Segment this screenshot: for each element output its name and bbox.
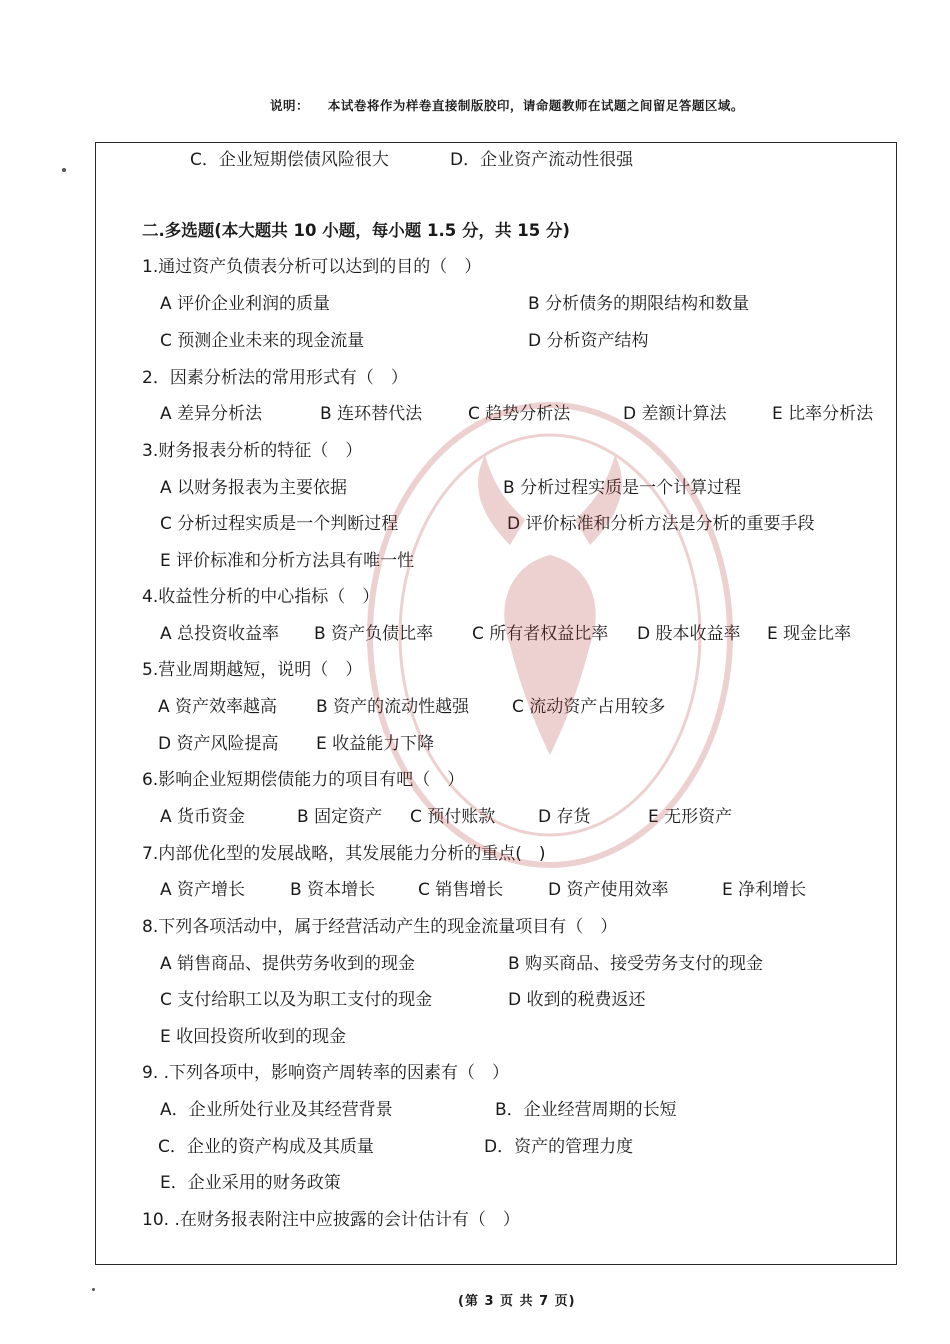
scan-speck <box>92 1288 95 1291</box>
q2-option-a: A 差异分析法 <box>160 404 263 424</box>
q1-option-a: A 评价企业利润的质量 <box>160 294 331 314</box>
q5-option-b: B 资产的流动性越强 <box>316 697 470 717</box>
question-stem-5: 5.营业周期越短，说明（ ） <box>142 660 363 680</box>
question-stem-6: 6.影响企业短期偿债能力的项目有吧（ ） <box>142 770 465 790</box>
q3-option-d: D 评价标准和分析方法是分析的重要手段 <box>507 514 815 534</box>
q8-option-c: C 支付给职工以及为职工支付的现金 <box>160 990 433 1010</box>
q6-option-d: D 存货 <box>538 807 591 827</box>
q5-option-d: D 资产风险提高 <box>158 734 279 754</box>
header-note <box>270 96 744 114</box>
q1-option-b: B 分析债务的期限结构和数量 <box>528 294 750 314</box>
q3-option-a: A 以财务报表为主要依据 <box>160 478 348 498</box>
q7-option-e: E 净利增长 <box>722 880 807 900</box>
q9-option-d: D．资产的管理力度 <box>484 1137 634 1157</box>
q7-option-d: D 资产使用效率 <box>548 880 669 900</box>
carryover-option-c: C．企业短期偿债风险很大 <box>190 150 389 170</box>
q8-option-d: D 收到的税费返还 <box>508 990 646 1010</box>
page-footer: (第 3 页 共 7 页) <box>458 1294 576 1309</box>
q3-option-e: E 评价标准和分析方法具有唯一性 <box>160 551 415 571</box>
header-note-label: 说明： <box>270 98 310 113</box>
q3-option-c: C 分析过程实质是一个判断过程 <box>160 514 399 534</box>
q5-option-c: C 流动资产占用较多 <box>512 697 666 717</box>
q2-option-e: E 比率分析法 <box>772 404 874 424</box>
q4-option-b: B 资产负债比率 <box>314 624 434 644</box>
q6-option-e: E 无形资产 <box>648 807 733 827</box>
q6-option-a: A 货币资金 <box>160 807 246 827</box>
q9-option-c: C．企业的资产构成及其质量 <box>158 1137 374 1157</box>
q6-option-c: C 预付账款 <box>410 807 496 827</box>
question-stem-1: 1.通过资产负债表分析可以达到的目的（ ） <box>142 257 482 277</box>
q2-option-b: B 连环替代法 <box>320 404 423 424</box>
q8-option-b: B 购买商品、接受劳务支付的现金 <box>508 954 764 974</box>
question-stem-10: 10. .在财务报表附注中应披露的会计估计有（ ） <box>142 1210 520 1230</box>
q5-option-a: A 资产效率越高 <box>158 697 278 717</box>
q7-option-c: C 销售增长 <box>418 880 504 900</box>
q3-option-b: B 分析过程实质是一个计算过程 <box>503 478 742 498</box>
q9-option-b: B．企业经营周期的长短 <box>495 1100 677 1120</box>
question-stem-7: 7.内部优化型的发展战略，其发展能力分析的重点( ) <box>142 844 546 864</box>
scan-speck <box>62 168 66 172</box>
q7-option-b: B 资本增长 <box>290 880 376 900</box>
section-title: 二.多选题(本大题共 10 小题，每小题 1.5 分，共 15 分) <box>142 221 570 240</box>
question-stem-9: 9. .下列各项中，影响资产周转率的因素有（ ） <box>142 1063 510 1083</box>
q4-option-a: A 总投资收益率 <box>160 624 280 644</box>
q6-option-b: B 固定资产 <box>297 807 383 827</box>
header-note-text: 本试卷将作为样卷直接制版胶印，请命题教师在试题之间留足答题区域。 <box>327 98 744 113</box>
q5-option-e: E 收益能力下降 <box>316 734 435 754</box>
question-stem-4: 4.收益性分析的中心指标（ ） <box>142 587 380 607</box>
q9-option-a: A．企业所处行业及其经营背景 <box>160 1100 393 1120</box>
carryover-option-d: D．企业资产流动性很强 <box>450 150 634 170</box>
q1-option-d: D 分析资产结构 <box>528 331 649 351</box>
q1-option-c: C 预测企业未来的现金流量 <box>160 331 365 351</box>
q2-option-d: D 差额计算法 <box>623 404 727 424</box>
question-stem-2: 2．因素分析法的常用形式有（ ） <box>142 368 408 388</box>
question-stem-8: 8.下列各项活动中，属于经营活动产生的现金流量项目有（ ） <box>142 917 618 937</box>
q2-option-c: C 趋势分析法 <box>468 404 571 424</box>
q8-option-a: A 销售商品、提供劳务收到的现金 <box>160 954 416 974</box>
question-stem-3: 3.财务报表分析的特征（ ） <box>142 441 363 461</box>
q7-option-a: A 资产增长 <box>160 880 246 900</box>
q4-option-d: D 股本收益率 <box>637 624 741 644</box>
q8-option-e: E 收回投资所收到的现金 <box>160 1027 347 1047</box>
q4-option-c: C 所有者权益比率 <box>472 624 609 644</box>
q4-option-e: E 现金比率 <box>767 624 852 644</box>
q9-option-e: E．企业采用的财务政策 <box>160 1173 341 1193</box>
